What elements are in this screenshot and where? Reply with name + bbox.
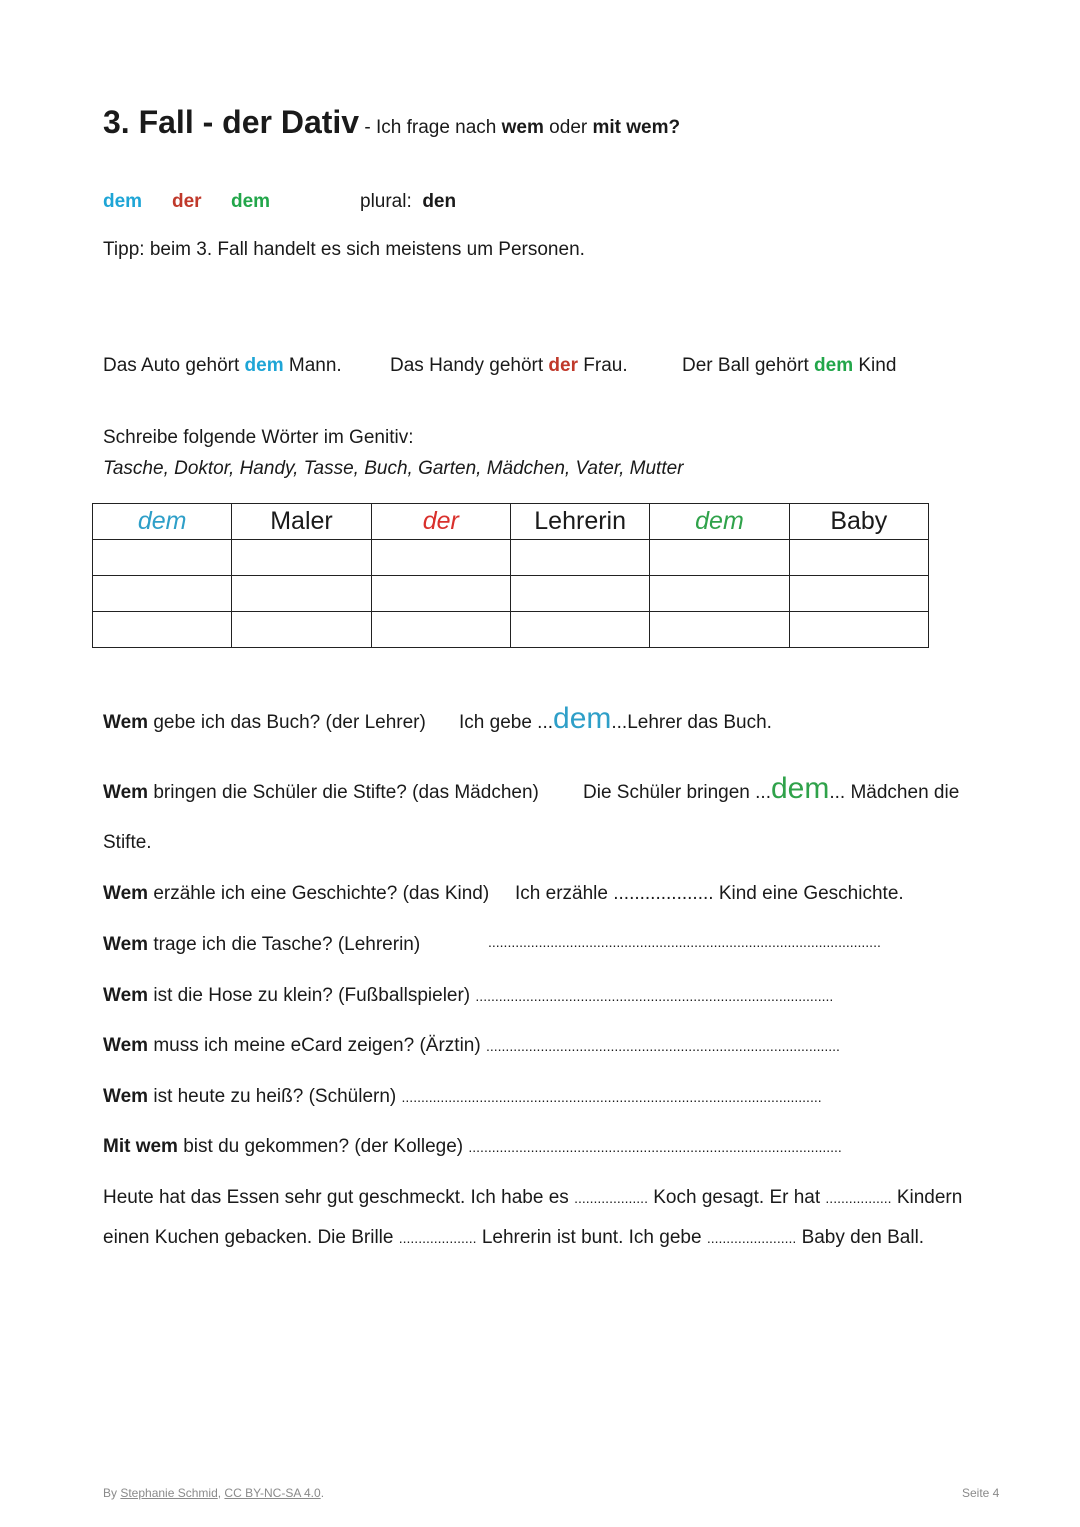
author-link[interactable]: Stephanie Schmid xyxy=(120,1486,218,1500)
article-table xyxy=(92,503,929,648)
page-title xyxy=(103,104,680,141)
table-row xyxy=(93,540,929,576)
table-cell-empty[interactable] xyxy=(789,540,928,576)
title-subtitle: - Ich frage nach wem oder mit wem? xyxy=(359,117,681,138)
exercise-2-continuation: Stifte. xyxy=(103,832,152,853)
table-row xyxy=(93,576,929,612)
table-cell: Maler xyxy=(232,504,371,540)
table-cell: dem xyxy=(93,504,232,540)
title-main: 3. Fall - der Dativ xyxy=(103,104,360,140)
answer-blank[interactable]: ....................... xyxy=(706,1230,797,1246)
table-cell-empty[interactable] xyxy=(789,612,928,648)
example-1: Das Auto gehört dem Mann. xyxy=(103,355,342,376)
table-cell-empty[interactable] xyxy=(93,612,232,648)
table-row xyxy=(93,504,929,540)
exercise-3-answer: Ich erzähle ................... Kind eine Geschichte. xyxy=(515,883,904,904)
answer-blank[interactable]: ................. xyxy=(825,1190,892,1206)
tip-text: Tipp: beim 3. Fall handelt es sich meistens um Personen. xyxy=(103,239,585,260)
table-cell-empty[interactable] xyxy=(510,612,649,648)
table-cell: der xyxy=(371,504,510,540)
article-feminine: der xyxy=(172,191,202,212)
answer-blank[interactable]: ............................................................................................................ xyxy=(401,1089,822,1105)
table-row xyxy=(93,612,929,648)
table-cell-empty[interactable] xyxy=(371,540,510,576)
table-cell-empty[interactable] xyxy=(789,576,928,612)
table-cell-empty[interactable] xyxy=(232,612,371,648)
article-plural: plural: den xyxy=(360,191,457,212)
answer-blank[interactable]: ............................................................................................ xyxy=(475,988,834,1004)
answer-blank[interactable]: ................... xyxy=(574,1190,648,1206)
answer-blank[interactable]: ..................................................................................................... xyxy=(488,934,881,950)
exercise-4-question: Wem trage ich die Tasche? (Lehrerin) xyxy=(103,934,421,955)
answer-blank[interactable]: ........................................................................................... xyxy=(485,1038,840,1054)
table-cell-empty[interactable] xyxy=(510,540,649,576)
exercise-2-question: Wem bringen die Schüler die Stifte? (das Mädchen) xyxy=(103,782,539,803)
exercise-2-answer: Die Schüler bringen ...dem... Mädchen die xyxy=(583,772,960,805)
answer-fill: dem xyxy=(553,702,612,735)
paragraph-line-2: einen Kuchen gebacken. Die Brille .................... Lehrerin ist bunt. Ich gebe ....................... Baby den Ball. xyxy=(103,1227,925,1248)
article-neuter: dem xyxy=(231,191,271,212)
answer-blank[interactable]: .................... xyxy=(398,1230,477,1246)
word-list: Tasche, Doktor, Handy, Tasse, Buch, Garten, Mädchen, Vater, Mutter xyxy=(103,458,684,479)
instruction: Schreibe folgende Wörter im Genitiv: xyxy=(103,427,414,448)
table-cell: Baby xyxy=(789,504,928,540)
exercise-8-question: Mit wem bist du gekommen? (der Kollege) ................................................................................................ xyxy=(103,1136,842,1157)
table-cell-empty[interactable] xyxy=(650,540,789,576)
footer-credit: By Stephanie Schmid, CC BY-NC-SA 4.0. xyxy=(103,1486,325,1500)
answer-blank[interactable]: ................................................................................................ xyxy=(468,1139,842,1155)
article-masculine: dem xyxy=(103,191,143,212)
paragraph-line-1: Heute hat das Essen sehr gut geschmeckt. Ich habe es ................... Koch gesagt. Er hat ................. Kindern xyxy=(103,1187,963,1208)
license-link[interactable]: CC BY-NC-SA 4.0 xyxy=(224,1486,321,1500)
exercise-6-question: Wem muss ich meine eCard zeigen? (Ärztin) ........................................................................................... xyxy=(103,1035,840,1056)
exercise-1-answer: Ich gebe ...dem...Lehrer das Buch. xyxy=(459,702,772,735)
table-cell-empty[interactable] xyxy=(93,576,232,612)
answer-fill: dem xyxy=(771,772,830,805)
table-cell-empty[interactable] xyxy=(93,540,232,576)
table-cell-empty[interactable] xyxy=(371,576,510,612)
exercise-5-question: Wem ist die Hose zu klein? (Fußballspieler) ............................................................................................ xyxy=(103,985,834,1006)
table-cell: Lehrerin xyxy=(510,504,649,540)
page-number: Seite 4 xyxy=(962,1486,1000,1500)
exercise-3-question: Wem erzähle ich eine Geschichte? (das Kind) xyxy=(103,883,490,904)
table-cell: dem xyxy=(650,504,789,540)
example-3: Der Ball gehört dem Kind xyxy=(682,355,897,376)
example-2: Das Handy gehört der Frau. xyxy=(390,355,628,376)
table-cell-empty[interactable] xyxy=(650,612,789,648)
table-cell-empty[interactable] xyxy=(232,576,371,612)
exercise-1-question: Wem gebe ich das Buch? (der Lehrer) xyxy=(103,712,426,733)
table-cell-empty[interactable] xyxy=(371,612,510,648)
exercise-7-question: Wem ist heute zu heiß? (Schülern) ............................................................................................................ xyxy=(103,1086,822,1107)
table-cell-empty[interactable] xyxy=(650,576,789,612)
answer-blank[interactable]: ................... xyxy=(613,883,714,904)
table-cell-empty[interactable] xyxy=(510,576,649,612)
table-cell-empty[interactable] xyxy=(232,540,371,576)
